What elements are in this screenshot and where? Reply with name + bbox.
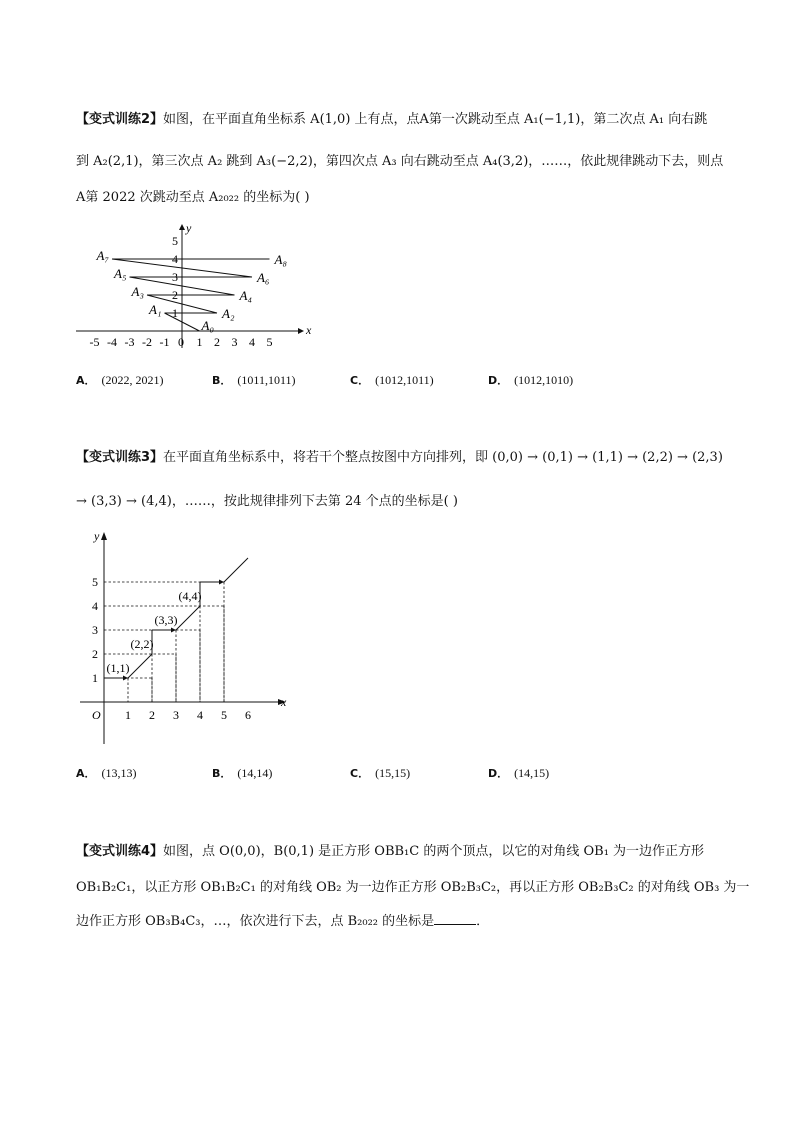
q2-point-label: A₄	[239, 288, 252, 303]
q2-text-3: A第 2022 次跳动至点 A₂₀₂₂ 的坐标为( )	[76, 190, 310, 205]
q4-line-3	[76, 910, 489, 929]
q2-x-tick-label: -2	[142, 335, 152, 349]
q3-option-d[interactable]	[488, 765, 549, 781]
q2-line-1	[76, 108, 707, 127]
q4-text-3b: ．	[476, 914, 490, 929]
q2-x-tick-label: 2	[214, 335, 220, 349]
q2-option-c[interactable]	[350, 372, 434, 388]
q2-option-d-label: D．	[488, 374, 509, 387]
q2-point-label: A₃	[131, 284, 144, 299]
q2-y-tick-label: 3	[172, 270, 178, 284]
q2-y-tick-label: 4	[172, 252, 178, 266]
q3-x-tick-label: 5	[221, 708, 227, 722]
q2-x-tick-label: -1	[159, 335, 170, 349]
q3-option-d-label: D．	[488, 767, 509, 780]
q2-line-2	[76, 150, 723, 169]
q3-x-tick-label: 2	[149, 708, 155, 722]
q4-line-2	[76, 876, 749, 895]
q2-text-1: 如图，在平面直角坐标系 A(1,0) 上有点，点A第一次跳动至点 A₁(−1,1)，第二次点 A₁ 向右跳	[163, 112, 708, 127]
q3-option-a-value: (13,13)	[101, 766, 137, 780]
q4-text-2: OB₁B₂C₁，以正方形 OB₁B₂C₁ 的对角线 OB₂ 为一边作正方形 OB₂B₃C₂，再以正方形 OB₂B₃C₂ 的对角线 OB₃ 为一	[76, 880, 750, 895]
q2-point-label: A₂	[222, 306, 235, 321]
q2-x-tick-label: 4	[249, 335, 255, 349]
q2-point-label: A₁	[149, 302, 162, 317]
q3-origin-label: O	[92, 708, 101, 722]
q2-option-b-value: (1011,1011)	[237, 373, 296, 387]
q2-option-a[interactable]	[76, 372, 164, 388]
q2-x-tick-label: 1	[196, 335, 203, 349]
q3-x-tick-label: 1	[125, 708, 131, 722]
q3-point-label: (3,3)	[154, 613, 178, 627]
q2-option-b-label: B．	[212, 374, 232, 387]
q2-y-label: y	[186, 221, 192, 235]
q3-x-label: x	[281, 695, 287, 709]
q3-option-b[interactable]	[212, 765, 272, 781]
q4-text-1: 如图，点 O(0,0)，B(0,1) 是正方形 OBB₁C 的两个顶点，以它的对角线 OB₁ 为一边作正方形	[163, 844, 705, 859]
q2-line-3	[76, 186, 310, 205]
q3-path-arrow	[123, 676, 128, 681]
q2-option-d[interactable]	[488, 372, 573, 388]
q2-option-c-label: C．	[350, 374, 370, 387]
q2-graph	[70, 222, 310, 352]
q2-y-arrow	[179, 224, 185, 230]
q3-x-tick-label: 4	[197, 708, 203, 722]
q3-y-arrow	[101, 532, 107, 540]
q3-path-segment	[128, 654, 152, 678]
q2-point-label: A₆	[257, 270, 270, 285]
q2-x-tick-label: -3	[124, 335, 135, 349]
q2-point-label: A₅	[114, 266, 127, 281]
q3-point-label: (4,4)	[178, 589, 202, 603]
q3-option-c-label: C．	[350, 767, 370, 780]
q3-x-tick-label: 6	[245, 708, 251, 722]
q2-x-label: x	[306, 323, 312, 337]
q2-x-tick-label: 3	[231, 335, 238, 349]
q4-tag: 【变式训练4】	[76, 844, 164, 859]
q4-answer-blank[interactable]	[434, 912, 476, 925]
q2-option-b[interactable]	[212, 372, 296, 388]
q2-option-a-value: (2022, 2021)	[101, 373, 164, 387]
q2-option-c-value: (1012,1011)	[375, 373, 434, 387]
q2-x-tick-label: 0	[178, 335, 184, 349]
q2-text-2: 到 A₂(2,1)，第三次点 A₂ 跳到 A₃(−2,2)，第四次点 A₃ 向右跳动至点 A₄(3,2)，……，依此规律跳动下去，则点	[76, 154, 724, 169]
q3-y-tick-label: 2	[92, 647, 98, 661]
q2-x-tick-label: 5	[266, 335, 273, 349]
q3-text-2: → (3,3) → (4,4)，……，按此规律排列下去第 24 个点的坐标是( )	[76, 494, 458, 509]
q3-option-b-label: B．	[212, 767, 232, 780]
q2-option-d-value: (1012,1010)	[514, 373, 574, 387]
q3-line-2	[76, 490, 458, 509]
q3-point-label: (1,1)	[106, 661, 130, 675]
q3-option-b-value: (14,14)	[237, 766, 273, 780]
q2-y-tick-label: 2	[172, 288, 178, 302]
q3-option-c-value: (15,15)	[375, 766, 411, 780]
q2-tag: 【变式训练2】	[76, 112, 164, 127]
q3-option-a-label: A．	[76, 767, 96, 780]
q2-point-label: A₈	[274, 252, 287, 267]
q2-y-tick-label: 5	[172, 234, 178, 248]
q3-y-tick-label: 1	[92, 671, 98, 685]
q3-path-arrow	[219, 580, 224, 585]
q3-path-segment	[176, 606, 200, 630]
q4-line-1	[76, 840, 704, 859]
q2-y-tick-label: 1	[172, 306, 178, 320]
q3-text-1: 在平面直角坐标系中，将若干个整点按图中方向排列，即 (0,0) → (0,1) → (1,1) → (2,2) → (2,3)	[163, 450, 723, 465]
q2-option-a-label: A．	[76, 374, 96, 387]
q3-option-d-value: (14,15)	[514, 766, 550, 780]
q2-x-tick-label: -4	[107, 335, 117, 349]
q3-y-label: y	[94, 529, 100, 543]
q4-text-3a: 边作正方形 OB₃B₄C₃，…，依次进行下去，点 B₂₀₂₂ 的坐标是	[76, 914, 435, 929]
q3-y-tick-label: 5	[92, 575, 98, 589]
q3-path-arrow	[171, 628, 176, 633]
q3-y-tick-label: 3	[92, 623, 98, 637]
q3-x-tick-label: 3	[173, 708, 179, 722]
q2-point-label: A₇	[96, 248, 109, 263]
q3-line-1	[76, 446, 723, 465]
q3-y-tick-label: 4	[92, 599, 98, 613]
q3-tag: 【变式训练3】	[76, 450, 164, 465]
q3-path-segment	[224, 558, 248, 582]
q3-option-a[interactable]	[76, 765, 137, 781]
q2-x-tick-label: -5	[89, 335, 100, 349]
q2-point-label: A₀	[201, 318, 214, 333]
q3-graph	[80, 526, 300, 748]
q3-option-c[interactable]	[350, 765, 410, 781]
q2-x-arrow	[298, 328, 304, 334]
q3-point-label: (2,2)	[130, 637, 154, 651]
